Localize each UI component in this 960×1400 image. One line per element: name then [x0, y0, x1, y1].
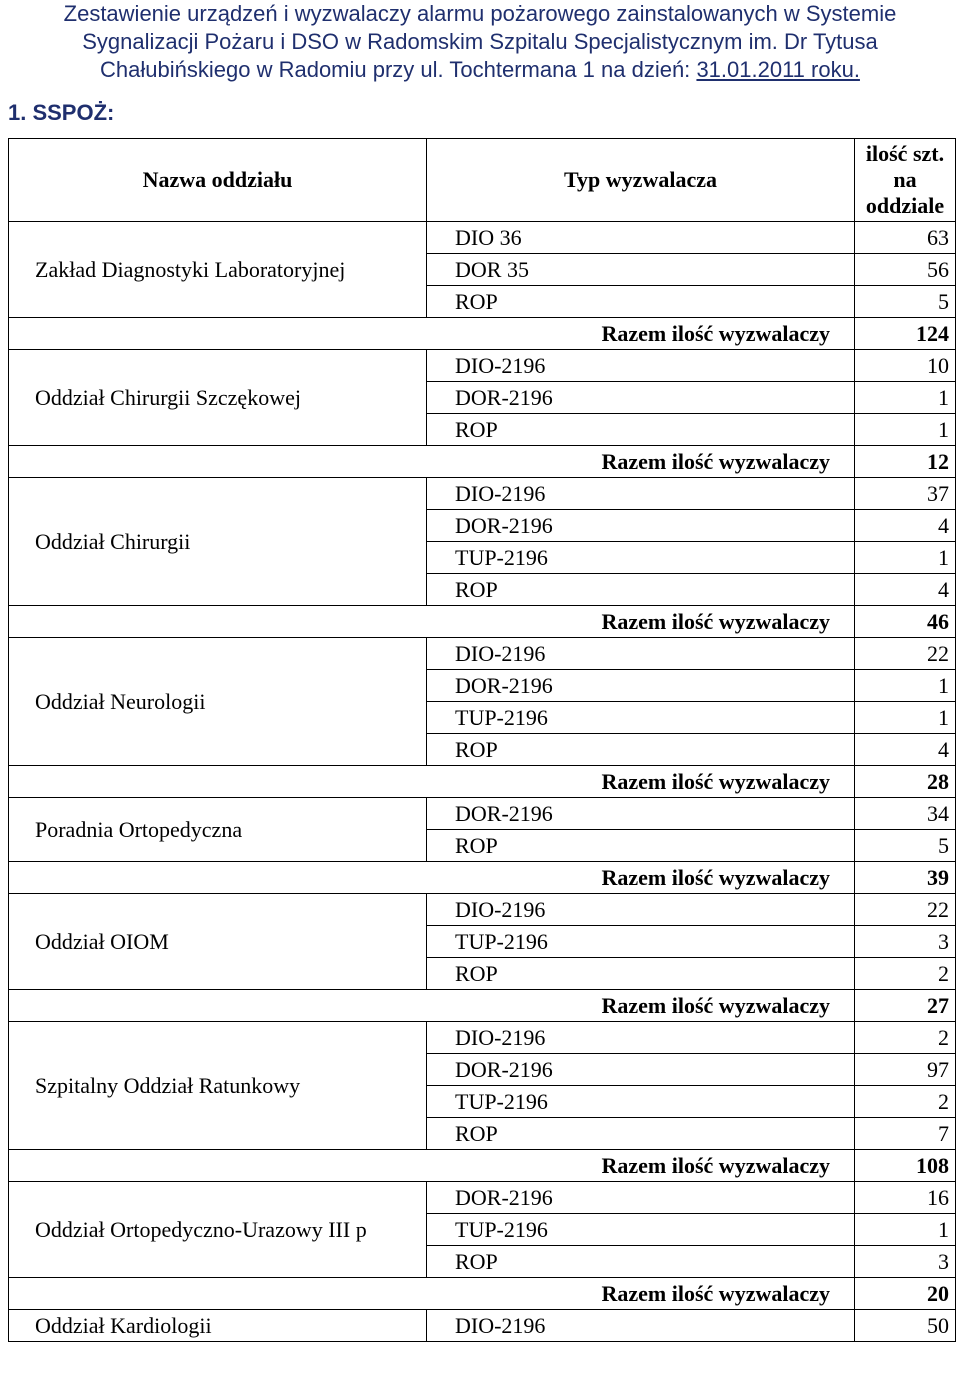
total-label: Razem ilość wyzwalaczy	[9, 862, 855, 894]
trigger-type: DIO-2196	[427, 478, 855, 510]
trigger-type: TUP-2196	[427, 702, 855, 734]
trigger-quantity: 63	[855, 222, 956, 254]
triggers-table	[8, 138, 956, 1342]
trigger-quantity: 2	[855, 1086, 956, 1118]
total-value: 27	[855, 990, 956, 1022]
department-name: Zakład Diagnostyki Laboratoryjnej	[9, 222, 427, 318]
document-title	[0, 0, 960, 84]
header-quantity	[855, 139, 956, 222]
title-line-2: Sygnalizacji Pożaru i DSO w Radomskim Szpitalu Specjalistycznym im. Dr Tytusa	[82, 29, 878, 54]
triggers-table-body	[9, 139, 956, 1342]
table-row	[9, 222, 956, 254]
trigger-quantity: 3	[855, 1246, 956, 1278]
total-label: Razem ilość wyzwalaczy	[9, 990, 855, 1022]
trigger-type: TUP-2196	[427, 926, 855, 958]
total-row	[9, 766, 956, 798]
table-row	[9, 894, 956, 926]
trigger-type: DIO-2196	[427, 638, 855, 670]
total-value: 20	[855, 1278, 956, 1310]
table-row	[9, 1022, 956, 1054]
trigger-quantity: 97	[855, 1054, 956, 1086]
trigger-type: ROP	[427, 1246, 855, 1278]
header-trigger-type: Typ wyzwalacza	[427, 139, 855, 222]
trigger-type: TUP-2196	[427, 542, 855, 574]
department-name: Oddział Ortopedyczno-Urazowy III p	[9, 1182, 427, 1278]
table-header-row	[9, 139, 956, 222]
table-row	[9, 350, 956, 382]
trigger-quantity: 1	[855, 382, 956, 414]
table-row	[9, 478, 956, 510]
table-row	[9, 1182, 956, 1214]
trigger-quantity: 1	[855, 1214, 956, 1246]
section-label: 1. SSPOŻ:	[8, 100, 115, 125]
department-name: Oddział Kardiologii	[9, 1310, 427, 1342]
trigger-quantity: 7	[855, 1118, 956, 1150]
title-line-1: Zestawienie urządzeń i wyzwalaczy alarmu pożarowego zainstalowanych w Systemie	[63, 1, 897, 26]
department-name: Szpitalny Oddział Ratunkowy	[9, 1022, 427, 1150]
trigger-type: DOR-2196	[427, 670, 855, 702]
trigger-quantity: 16	[855, 1182, 956, 1214]
total-value: 39	[855, 862, 956, 894]
trigger-type: TUP-2196	[427, 1086, 855, 1118]
trigger-type: ROP	[427, 734, 855, 766]
trigger-quantity: 37	[855, 478, 956, 510]
title-line-3	[0, 56, 960, 84]
trigger-quantity: 1	[855, 542, 956, 574]
trigger-type: ROP	[427, 574, 855, 606]
trigger-type: DIO-2196	[427, 1310, 855, 1342]
table-row	[9, 638, 956, 670]
header-quantity-line-3: oddziale	[865, 193, 945, 218]
total-label: Razem ilość wyzwalaczy	[9, 1150, 855, 1182]
trigger-quantity: 22	[855, 894, 956, 926]
total-value: 108	[855, 1150, 956, 1182]
trigger-quantity: 5	[855, 286, 956, 318]
total-row	[9, 990, 956, 1022]
trigger-quantity: 1	[855, 414, 956, 446]
trigger-quantity: 4	[855, 734, 956, 766]
trigger-quantity: 2	[855, 1022, 956, 1054]
trigger-quantity: 34	[855, 798, 956, 830]
trigger-quantity: 50	[855, 1310, 956, 1342]
trigger-quantity: 5	[855, 830, 956, 862]
total-row	[9, 318, 956, 350]
trigger-type: DOR-2196	[427, 1182, 855, 1214]
trigger-type: ROP	[427, 1118, 855, 1150]
department-name: Oddział OIOM	[9, 894, 427, 990]
trigger-quantity: 4	[855, 510, 956, 542]
total-row	[9, 862, 956, 894]
trigger-quantity: 22	[855, 638, 956, 670]
table-row	[9, 1310, 956, 1342]
department-name: Oddział Chirurgii	[9, 478, 427, 606]
total-row	[9, 446, 956, 478]
header-department: Nazwa oddziału	[9, 139, 427, 222]
trigger-quantity: 1	[855, 702, 956, 734]
trigger-type: TUP-2196	[427, 1214, 855, 1246]
trigger-quantity: 4	[855, 574, 956, 606]
total-value: 28	[855, 766, 956, 798]
total-label: Razem ilość wyzwalaczy	[9, 766, 855, 798]
department-name: Oddział Neurologii	[9, 638, 427, 766]
trigger-type: ROP	[427, 958, 855, 990]
trigger-quantity: 3	[855, 926, 956, 958]
total-value: 12	[855, 446, 956, 478]
trigger-quantity: 10	[855, 350, 956, 382]
total-label: Razem ilość wyzwalaczy	[9, 446, 855, 478]
trigger-quantity: 56	[855, 254, 956, 286]
trigger-quantity: 1	[855, 670, 956, 702]
trigger-type: ROP	[427, 414, 855, 446]
trigger-type: DOR-2196	[427, 382, 855, 414]
total-label: Razem ilość wyzwalaczy	[9, 318, 855, 350]
trigger-type: ROP	[427, 286, 855, 318]
header-quantity-line-1: ilość szt.	[865, 141, 945, 166]
trigger-type: DIO-2196	[427, 1022, 855, 1054]
trigger-quantity: 2	[855, 958, 956, 990]
trigger-type: DIO-2196	[427, 894, 855, 926]
trigger-type: DIO-2196	[427, 350, 855, 382]
total-label: Razem ilość wyzwalaczy	[9, 606, 855, 638]
trigger-type: DIO 36	[427, 222, 855, 254]
total-value: 46	[855, 606, 956, 638]
trigger-type: DOR-2196	[427, 798, 855, 830]
total-value: 124	[855, 318, 956, 350]
total-row	[9, 1278, 956, 1310]
department-name: Oddział Chirurgii Szczękowej	[9, 350, 427, 446]
total-row	[9, 1150, 956, 1182]
report-date: 31.01.2011 roku.	[696, 57, 860, 82]
header-quantity-line-2: na	[893, 167, 917, 192]
total-row	[9, 606, 956, 638]
department-name: Poradnia Ortopedyczna	[9, 798, 427, 862]
table-row	[9, 798, 956, 830]
trigger-type: DOR 35	[427, 254, 855, 286]
title-line-3-text: Chałubińskiego w Radomiu przy ul. Tochtermana 1 na dzień:	[100, 57, 691, 82]
trigger-type: ROP	[427, 830, 855, 862]
trigger-type: DOR-2196	[427, 1054, 855, 1086]
total-label: Razem ilość wyzwalaczy	[9, 1278, 855, 1310]
trigger-type: DOR-2196	[427, 510, 855, 542]
